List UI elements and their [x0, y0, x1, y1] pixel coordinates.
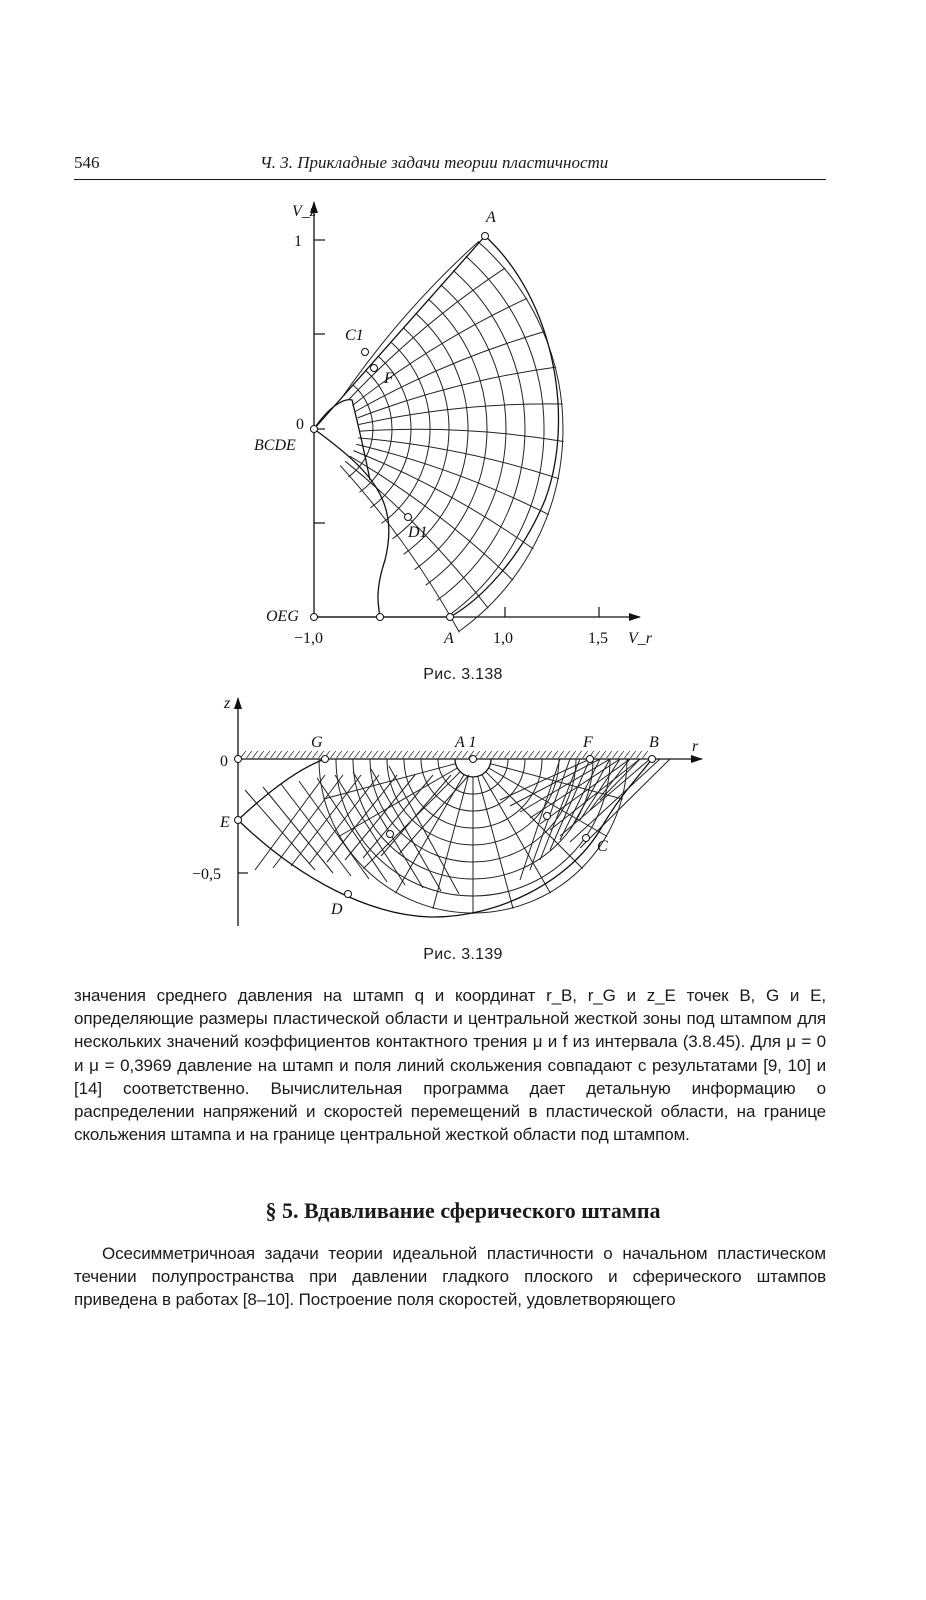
point-label-F: F	[384, 370, 394, 387]
point-label-C1: C1	[345, 327, 364, 344]
point-label-C: C	[597, 838, 608, 855]
point-label-E: E	[220, 814, 230, 831]
hodograph-arc-line	[359, 370, 392, 492]
point-label-G: G	[311, 734, 323, 751]
slip-line-left	[281, 784, 351, 876]
running-title: Ч. 3. Прикладные задачи теории пластичности	[260, 153, 609, 172]
hodograph-radial-line	[350, 456, 513, 580]
tick-label-z0: 0	[220, 753, 228, 770]
hodograph-arc-line	[393, 328, 449, 539]
y-ticks	[314, 240, 599, 617]
point-label-D: D	[331, 901, 343, 918]
hodograph-radial-line	[359, 429, 564, 441]
figure-slip-field	[192, 695, 702, 926]
hodograph-arc-line	[459, 242, 563, 632]
hodograph-slip-line-grid	[340, 241, 564, 632]
figure1-caption: Рис. 3.138	[423, 666, 503, 683]
hodograph-radial-line	[359, 404, 563, 425]
point-label-F2: F	[583, 734, 593, 751]
page-number: 546	[74, 153, 100, 172]
slip-line-left	[371, 769, 441, 891]
point-label-B: B	[649, 734, 659, 751]
axis-label-r: r	[692, 738, 699, 755]
tick-label-1-5: 1,5	[588, 630, 608, 647]
section-heading: § 5. Вдавливание сферического штампа	[265, 1198, 661, 1223]
tick-label-A: A	[444, 630, 454, 647]
slip-line-right-cross	[500, 759, 590, 800]
slip-line-grid	[245, 759, 670, 914]
point-label-A1: A 1	[455, 734, 477, 751]
hodograph-radial-line	[352, 298, 527, 405]
slip-line-left	[263, 787, 333, 873]
tick-label-minus1: −1,0	[294, 630, 324, 647]
hodograph-radial-line	[358, 438, 559, 479]
tick-label-1: 1	[294, 233, 302, 250]
point-label-A: A	[486, 209, 496, 226]
point-label-D1: D1	[408, 524, 428, 541]
slip-fan-ray	[323, 764, 455, 799]
hodograph-radial-line	[356, 444, 549, 514]
slip-fan-ray	[486, 772, 583, 869]
hodograph-boundary	[314, 236, 559, 617]
axis-label-vz: V_z	[292, 203, 316, 220]
axis-label-vr: V_r	[628, 630, 652, 647]
hodograph-arc-line	[404, 313, 468, 554]
hodograph-points	[311, 233, 489, 621]
figure2-caption: Рис. 3.139	[423, 946, 503, 963]
figure-hodograph	[254, 202, 653, 647]
point-label-OEG: OEG	[266, 608, 299, 625]
axis-label-z: z	[224, 695, 231, 712]
slip-line-right-cross	[570, 759, 660, 842]
tick-label-1-0: 1,0	[493, 630, 513, 647]
hodograph-radial-line	[340, 466, 459, 633]
point-label-BCDE: BCDE	[254, 437, 296, 454]
body-paragraph-1: значения среднего давления на штамп q и координат r_B, r_G и z_E точек B, G и E, определяющие размеры пластической области и центральной жесткой зоны под штампом для нескольких значений коэффициентов контактного трения μ и f из интервала (3.8.45). Для μ = 0 и μ = 0,3969 давление на штамп и поля линий скольжения совпадают с результатами [9, 10] и [14] соответственно. Вычислительная программа дает детальную информацию о распределении напряжений и скоростей перемещений в пластической области, на границе скольжения штампа и на границе центральной жесткой области под штампом.	[74, 986, 826, 1145]
tick-label-z-05: −0,5	[192, 866, 222, 883]
slip-line-left-cross	[255, 775, 325, 870]
tick-label-0: 0	[296, 416, 304, 433]
body-paragraph-2: Осесимметричноая задачи теории идеальной пластичности о начальном пластическом течении полупространства при давлении гладкого плоского и сферического штампов приведена в работах [8–10]. Построение поля скоростей, удовлетворяющего	[74, 1244, 826, 1310]
